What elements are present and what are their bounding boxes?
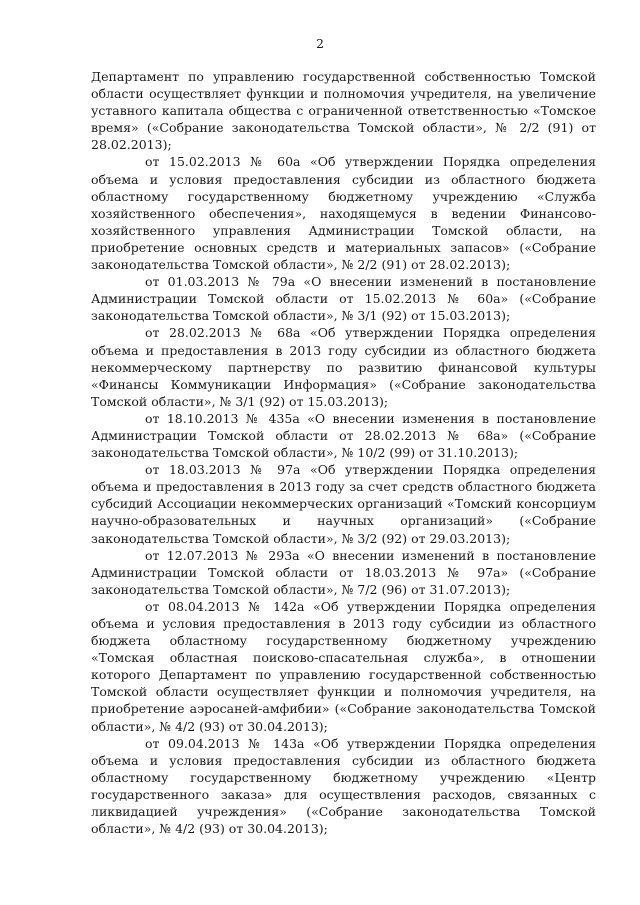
paragraph: от 18.03.2013 № 97а «Об утверждении Порядка определения объема и предоставления в 2013 году за счет средств областного бюджета субсидий Ассоциации некоммерческих организаций «Томский консорциум научно-образовательных и научных организаций» («Собрание законодательства Томской области», № 3/2 (92) от 29.03.2013); bbox=[91, 462, 596, 546]
paragraph: от 01.03.2013 № 79а «О внесении изменений в постановление Администрации Томской области от 15.02.2013 № 60а» («Собрание законодательства Томской области», № 3/1 (92) от 15.03.2013); bbox=[91, 274, 596, 324]
document-body bbox=[91, 68, 596, 837]
paragraph: от 12.07.2013 № 293а «О внесении изменений в постановление Администрации Томской области от 18.03.2013 № 97а» («Собрание законодательства Томской области», № 7/2 (96) от 31.07.2013); bbox=[91, 547, 596, 597]
paragraph: от 18.10.2013 № 435а «О внесении изменения в постановление Администрации Томской области от 28.02.2013 № 68а» («Собрание законодательства Томской области», № 10/2 (99) от 31.10.2013); bbox=[91, 410, 596, 461]
paragraph: от 15.02.2013 № 60а «Об утверждении Порядка определения объема и условия предоставления субсидии из областного бюджета областному государственному бюджетному учреждению «Служба хозяйственного обеспечения», находящемуся в ведении Финансово-хозяйственного управления Администрации Томской области, на приобретение основных средств и материальных запасов» («Собрание законодательства Томской области», № 2/2 (91) от 28.02.2013); bbox=[91, 154, 596, 273]
paragraph: от 28.02.2013 № 68а «Об утверждении Порядка определения объема и предоставления в 2013 году субсидии из областного бюджета некоммерческому партнерству по развитию финансовой культуры «Финансы Коммуникации Информация» («Собрание законодательства Томской области», № 3/1 (92) от 15.03.2013); bbox=[91, 325, 596, 409]
page-number: 2 bbox=[316, 36, 324, 51]
paragraph: от 08.04.2013 № 142а «Об утверждении Порядка определения объема и условия предоставления в 2013 году субсидии из областного бюджета областному государственному бюджетному учреждению «Томская областная поисково-спасательная служба», в отношении которого Департамент по управлению государственной собственностью Томской области осуществляет функции и полномочия учредителя, на приобретение аэросаней-амфибии» («Собрание законодательства Томской области», № 4/2 (93) от 30.04.2013); bbox=[91, 598, 596, 734]
paragraph: Департамент по управлению государственной собственностью Томской области осуществляет функции и полномочия учредителя, на увеличение уставного капитала общества с ограниченной ответственностью «Томское время» («Собрание законодательства Томской области», № 2/2 (91) от 28.02.2013); bbox=[91, 69, 596, 153]
paragraph: от 09.04.2013 № 143а «Об утверждении Порядка определения объема и условия предоставления субсидии из областного бюджета областному государственному бюджетному учреждению «Центр государственного заказа» для осуществления расходов, связанных с ликвидацией учреждения» («Собрание законодательства Томской области», № 4/2 (93) от 30.04.2013); bbox=[91, 735, 596, 837]
